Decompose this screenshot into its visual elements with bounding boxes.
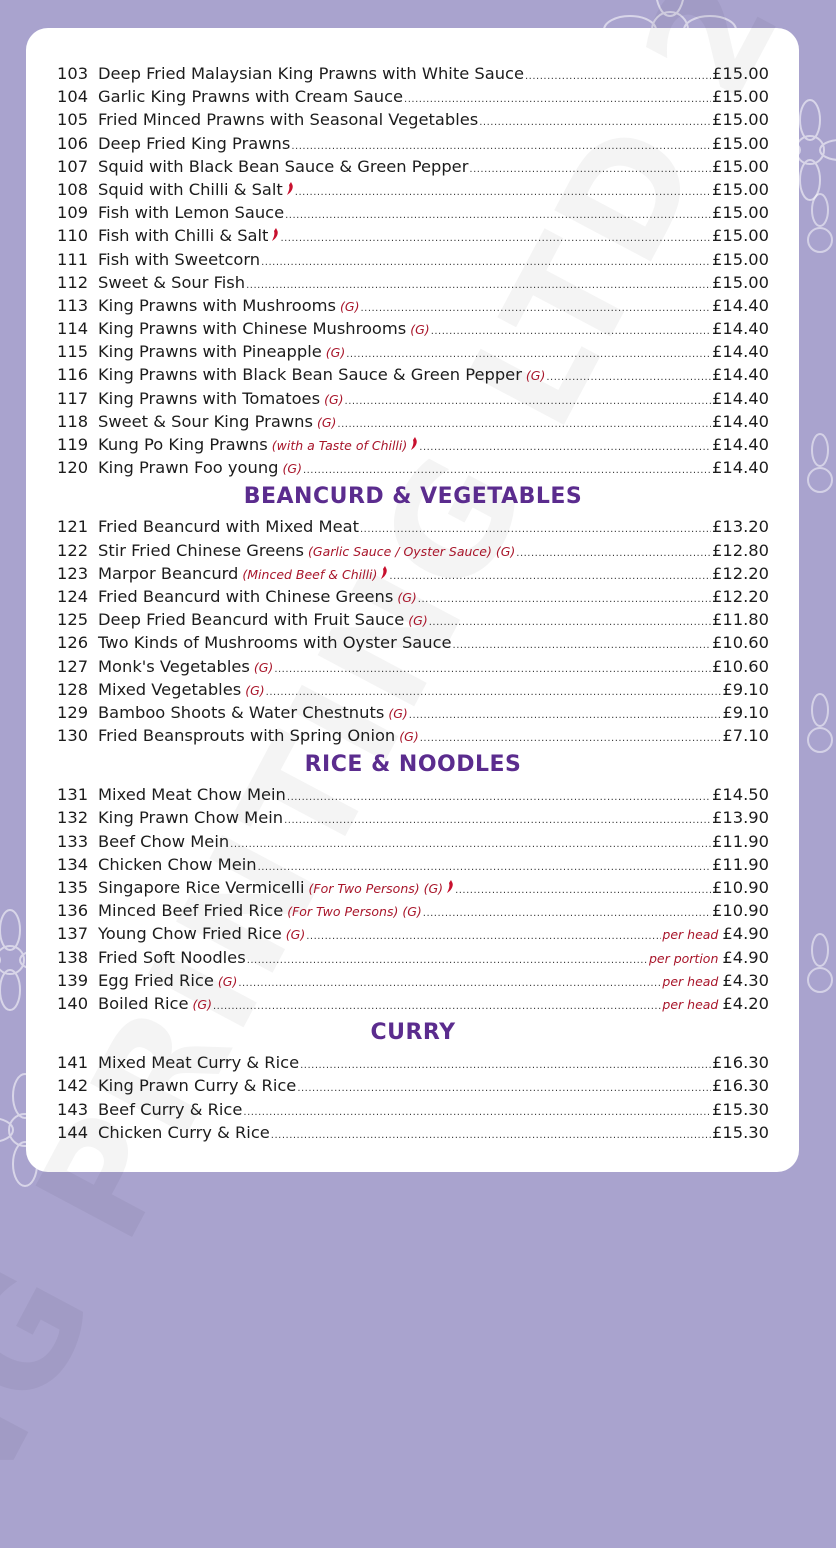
item-price: £11.90 [712, 831, 769, 851]
item-name: Deep Fried King Prawns [98, 133, 291, 153]
item-name: Fried Beancurd with Mixed Meat [98, 517, 359, 537]
item-number: 129 [57, 702, 89, 722]
item-price: £14.40 [712, 295, 769, 315]
item-price: £11.80 [712, 610, 769, 630]
item-number: 118 [57, 411, 89, 431]
chilli-icon [410, 435, 418, 458]
item-price: £11.90 [712, 854, 769, 874]
dot-leader [284, 809, 711, 832]
item-price: £14.40 [712, 435, 769, 454]
menu-item [57, 178, 769, 201]
item-number: 128 [57, 679, 89, 699]
item-price: £9.10 [722, 679, 769, 699]
item-number: 125 [57, 610, 89, 630]
item-number: 123 [57, 563, 89, 583]
item-name: Boiled Rice [98, 993, 189, 1013]
item-name: Mixed Meat Curry & Rice [98, 1053, 300, 1073]
section-heading: RICE & NOODLES [304, 752, 522, 778]
item-name: King Prawns with Chinese Mushrooms [98, 319, 407, 339]
item-note: (G) [410, 322, 430, 338]
item-note: (G) [388, 705, 408, 721]
item-price: £9.10 [722, 702, 769, 722]
item-price: £15.00 [712, 226, 769, 246]
item-note: (G) [316, 414, 337, 430]
chilli-icon [380, 564, 388, 587]
item-price: £4.20 [722, 993, 769, 1013]
item-number: 136 [57, 901, 89, 921]
item-price: £15.00 [712, 87, 769, 107]
menu-item [57, 62, 769, 85]
item-price: £16.30 [712, 1053, 769, 1073]
dot-leader [295, 181, 711, 204]
price-unit: per portion [648, 950, 719, 966]
item-price: £12.20 [712, 586, 769, 606]
item-price: £10.90 [712, 878, 769, 897]
item-name: Egg Fried Rice [98, 970, 214, 990]
item-note: (G) [397, 589, 417, 605]
item-note: (G) [253, 659, 274, 675]
item-price: £10.60 [712, 633, 769, 653]
item-price: £15.00 [712, 203, 769, 223]
dot-leader [360, 518, 711, 541]
item-name: Two Kinds of Mushrooms with Oyster Sauce [98, 633, 452, 653]
item-number: 113 [57, 295, 89, 315]
menu-item [57, 294, 769, 317]
item-price: £4.90 [722, 924, 769, 944]
item-number: 135 [57, 878, 89, 897]
menu-item [57, 701, 769, 724]
dot-leader [238, 972, 661, 995]
item-number: 140 [57, 993, 89, 1013]
item-name: King Prawn Foo young [98, 458, 279, 478]
item-name: Monk's Vegetables [98, 656, 250, 676]
item-price: £15.00 [712, 64, 769, 83]
item-price: £14.40 [712, 388, 769, 408]
item-price: £14.40 [712, 411, 769, 431]
item-name: Fish with Lemon Sauce [98, 203, 285, 223]
menu-item [57, 539, 769, 562]
item-name: King Prawns with Black Bean Sauce & Green Pepper [98, 365, 522, 385]
item-note: (G) [282, 461, 302, 477]
menu-item [57, 830, 769, 853]
menu-item [57, 155, 769, 178]
item-name: Fish with Chilli & Salt [98, 226, 269, 246]
menu-item [57, 387, 769, 410]
item-name: Minced Beef Fried Rice [98, 901, 284, 921]
menu-item [57, 248, 769, 271]
item-price: £15.30 [712, 1099, 769, 1119]
item-number: 120 [57, 458, 89, 478]
item-number: 134 [57, 854, 89, 874]
item-number: 119 [57, 435, 89, 454]
menu-item [57, 853, 769, 876]
item-price: £12.20 [712, 563, 769, 583]
item-number: 144 [57, 1122, 89, 1142]
item-name: Chicken Curry & Rice [98, 1122, 270, 1142]
item-number: 137 [57, 924, 89, 944]
menu-item [57, 1121, 769, 1144]
item-price: £15.00 [712, 156, 769, 176]
item-name: Young Chow Fried Rice [98, 924, 282, 944]
item-number: 106 [57, 133, 89, 153]
item-price: £15.00 [712, 179, 769, 199]
menu-item [57, 1098, 769, 1121]
item-number: 115 [57, 342, 89, 362]
dot-leader [455, 879, 711, 902]
item-name: Squid with Chilli & Salt [98, 179, 283, 199]
item-number: 141 [57, 1053, 89, 1073]
item-name: King Prawns with Pineapple [98, 342, 322, 362]
dot-leader [243, 1101, 711, 1124]
item-note: (Garlic Sauce / Oyster Sauce) (G) [308, 543, 516, 559]
menu-item [57, 922, 769, 945]
item-note: (G) [245, 682, 265, 698]
item-number: 122 [57, 540, 89, 560]
item-price: £15.00 [712, 249, 769, 269]
item-price: £4.30 [722, 970, 769, 990]
item-number: 103 [57, 64, 89, 83]
item-name: Beef Chow Mein [98, 831, 230, 851]
item-number: 142 [57, 1076, 89, 1096]
dot-leader [419, 436, 711, 459]
item-note: (G) [192, 996, 212, 1012]
item-name: King Prawns with Tomatoes [98, 388, 321, 408]
menu-item [57, 783, 769, 806]
menu-item [57, 655, 769, 678]
menu-item [57, 1051, 769, 1074]
menu-item [57, 876, 769, 899]
item-note: (G) [399, 729, 419, 745]
menu-item [57, 108, 769, 131]
menu-list [57, 62, 769, 1144]
dot-leader [247, 949, 648, 972]
item-note: (Minced Beef & Chilli) [242, 566, 378, 582]
item-name: King Prawn Chow Mein [98, 808, 284, 828]
item-note: (For Two Persons) (G) [287, 904, 422, 920]
item-number: 143 [57, 1099, 89, 1119]
item-note: (G) [217, 973, 238, 989]
item-price: £15.30 [712, 1122, 769, 1142]
menu-item [57, 969, 769, 992]
dot-leader [429, 611, 711, 634]
item-note: (G) [525, 368, 546, 384]
item-name: Kung Po King Prawns [98, 435, 268, 454]
item-name: Beef Curry & Rice [98, 1099, 243, 1119]
dot-leader [300, 1054, 711, 1077]
item-number: 107 [57, 156, 89, 176]
item-name: Fried Beancurd with Chinese Greens [98, 586, 394, 606]
item-name: Fried Soft Noodles [98, 947, 246, 967]
dot-leader [271, 1124, 711, 1147]
item-name: Mixed Vegetables [98, 679, 242, 699]
menu-item [57, 340, 769, 363]
item-number: 110 [57, 226, 89, 246]
dot-leader [423, 902, 711, 925]
menu-item [57, 724, 769, 747]
price-unit: per head [662, 973, 719, 989]
item-number: 116 [57, 365, 89, 385]
item-number: 105 [57, 110, 89, 130]
item-number: 111 [57, 249, 89, 269]
menu-item [57, 631, 769, 654]
item-note: (G) [325, 345, 346, 361]
menu-item [57, 132, 769, 155]
dot-leader [345, 390, 712, 413]
menu-item [57, 456, 769, 479]
dot-leader [258, 856, 711, 879]
item-price: £10.90 [712, 901, 769, 921]
dot-leader [479, 111, 711, 134]
item-note: (G) [324, 391, 344, 407]
item-note: (with a Taste of Chilli) [271, 438, 408, 453]
chilli-icon [286, 180, 294, 203]
menu-item [57, 410, 769, 433]
item-number: 133 [57, 831, 89, 851]
item-name: Fried Minced Prawns with Seasonal Vegetables [98, 110, 479, 130]
item-name: King Prawn Curry & Rice [98, 1076, 297, 1096]
item-price: £14.40 [712, 365, 769, 385]
item-name: Deep Fried Malaysian King Prawns with White Sauce [98, 64, 524, 83]
item-price: £15.00 [712, 133, 769, 153]
dot-leader [431, 320, 711, 343]
item-number: 126 [57, 633, 89, 653]
dot-leader [516, 542, 711, 565]
item-number: 124 [57, 586, 89, 606]
item-number: 131 [57, 785, 89, 805]
item-name: King Prawns with Mushrooms [98, 295, 337, 315]
menu-item [57, 224, 769, 247]
item-name: Chicken Chow Mein [98, 854, 257, 874]
item-price: £10.60 [712, 656, 769, 676]
dot-leader [274, 658, 711, 681]
menu-item [57, 363, 769, 386]
item-number: 139 [57, 970, 89, 990]
menu-item [57, 317, 769, 340]
item-price: £7.10 [722, 726, 769, 746]
item-price: £14.40 [712, 319, 769, 339]
item-note: (G) [340, 298, 360, 314]
item-number: 114 [57, 319, 89, 339]
menu-item [57, 201, 769, 224]
item-name: Singapore Rice Vermicelli [98, 878, 305, 897]
dot-leader [469, 158, 711, 181]
item-price: £15.00 [712, 110, 769, 130]
menu-item [57, 678, 769, 701]
item-price: £13.20 [712, 517, 769, 537]
item-price: £15.00 [712, 272, 769, 292]
item-name: Squid with Black Bean Sauce & Green Pepper [98, 156, 469, 176]
dot-leader [261, 251, 711, 274]
dot-leader [297, 1077, 711, 1100]
item-note: (For Two Persons) (G) [308, 881, 444, 896]
dot-leader [285, 204, 711, 227]
dot-leader [306, 925, 661, 948]
menu-item [57, 85, 769, 108]
menu-item [57, 433, 769, 456]
menu-item [57, 271, 769, 294]
item-name: Bamboo Shoots & Water Chestnuts [98, 702, 385, 722]
chilli-icon [446, 878, 454, 901]
item-number: 112 [57, 272, 89, 292]
item-name: Deep Fried Beancurd with Fruit Sauce [98, 610, 405, 630]
dot-leader [230, 833, 711, 856]
item-note: (G) [285, 927, 306, 943]
dot-leader [287, 786, 711, 809]
item-price: £13.90 [712, 808, 769, 828]
menu-item [57, 806, 769, 829]
item-price: £14.40 [712, 342, 769, 362]
dot-leader [280, 227, 711, 250]
menu-item [57, 608, 769, 631]
item-name: Mixed Meat Chow Mein [98, 785, 286, 805]
item-number: 132 [57, 808, 89, 828]
item-number: 121 [57, 517, 89, 537]
item-name: Stir Fried Chinese Greens [98, 540, 305, 560]
item-number: 108 [57, 179, 89, 199]
item-number: 138 [57, 947, 89, 967]
section-heading: CURRY [370, 1020, 456, 1046]
item-price: £14.50 [712, 785, 769, 805]
item-name: Fried Beansprouts with Spring Onion [98, 726, 396, 746]
item-price: £4.90 [722, 947, 769, 967]
item-price: £12.80 [712, 540, 769, 560]
dot-leader [409, 704, 722, 727]
item-name: Fish with Sweetcorn [98, 249, 261, 269]
item-number: 130 [57, 726, 89, 746]
item-price: £16.30 [712, 1076, 769, 1096]
item-number: 109 [57, 203, 89, 223]
dot-leader [546, 366, 711, 389]
dot-leader [453, 634, 711, 657]
item-name: Marpor Beancurd [98, 563, 239, 583]
menu-item [57, 946, 769, 969]
item-note: (G) [408, 613, 428, 629]
section-heading: BEANCURD & VEGETABLES [243, 484, 583, 510]
item-name: Sweet & Sour Fish [98, 272, 246, 292]
item-price: £14.40 [712, 458, 769, 478]
menu-item [57, 1074, 769, 1097]
dot-leader [360, 297, 711, 320]
item-name: Garlic King Prawns with Cream Sauce [98, 87, 404, 107]
menu-item [57, 899, 769, 922]
menu-item [57, 585, 769, 608]
dot-leader [418, 588, 711, 611]
item-number: 117 [57, 388, 89, 408]
dot-leader [337, 413, 711, 436]
dot-leader [389, 565, 711, 588]
item-name: Sweet & Sour King Prawns [98, 411, 313, 431]
item-number: 104 [57, 87, 89, 107]
chilli-icon [271, 226, 279, 249]
price-unit: per head [662, 927, 719, 943]
menu-item [57, 562, 769, 585]
price-unit: per head [662, 996, 719, 1012]
dot-leader [525, 65, 711, 88]
menu-item [57, 992, 769, 1015]
menu-item [57, 515, 769, 538]
item-number: 127 [57, 656, 89, 676]
